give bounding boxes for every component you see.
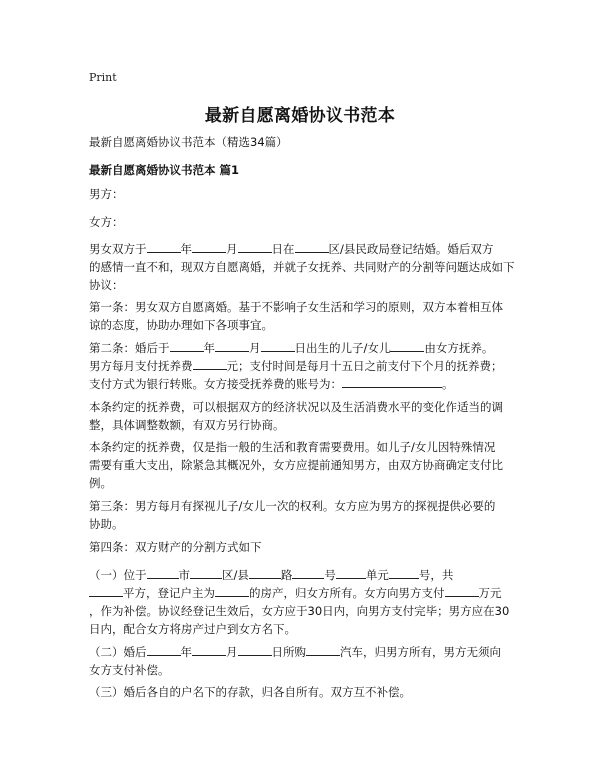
blank-field (306, 643, 340, 656)
paragraph-line: 协助。 (89, 517, 124, 531)
blank-field (190, 566, 222, 579)
paragraph-line: 女方支付补偿。 (89, 663, 170, 677)
paragraph-line: 本条约定的抚养费，可以根据双方的经济状况以及生活消费水平的变化作适当的调 (89, 400, 503, 414)
blank-field (249, 566, 281, 579)
blank-field (389, 566, 419, 579)
document-title: 最新自愿离婚协议书范本 (204, 106, 396, 126)
paragraph-line: 谅的态度，协助办理如下各项事宜。 (89, 318, 273, 332)
blank-field (89, 584, 123, 597)
blank-field (238, 643, 272, 656)
wife-line: 女方： (89, 215, 124, 229)
paragraph-line: 协议： (89, 278, 124, 292)
print-link[interactable]: Print (89, 71, 117, 84)
blank-field (342, 375, 442, 388)
paragraph-line: （三）婚后各自的户名下的存款，归各自所有。双方互不补偿。 (89, 685, 411, 699)
paragraph-line: 第四条：双方财产的分割方式如下 (89, 540, 262, 554)
paragraph-line: 需要有重大支出，除紧急其概况外，女方应提前通知男方，由双方协商确定支付比 (89, 458, 503, 472)
blank-field (295, 240, 329, 253)
paragraph-line: （二）婚后 年 月 日所购 汽车，归男方所有，男方无须向 (89, 645, 501, 659)
paragraph-line: 本条约定的抚养费，仅是指一般的生活和教育需要费用。如儿子/女儿因特殊情况 (89, 440, 496, 454)
paragraph-line: （一）位于 市 区/县 路 号 单元 号，共 (89, 568, 454, 582)
paragraph-line: 男方每月支付抚养费 元；支付时间是每月十五日之前支付下个月的抚养费； (89, 359, 503, 373)
paragraph-line: 日内，配合女方将房产过户到女方名下。 (89, 622, 296, 636)
blank-field (147, 566, 179, 579)
paragraph-line: ，作为补偿。协议经登记生效后，女方应于30日内，向男方支付完毕；男方应在30 (89, 604, 510, 618)
paragraph-line: 例。 (89, 476, 112, 490)
blank-field (193, 357, 227, 370)
blank-field (192, 240, 226, 253)
blank-field (147, 240, 181, 253)
paragraph-line: 整，具体调整数额，有双方另行协商。 (89, 418, 285, 432)
paragraph-line: 第二条：婚后于 年 月 日出生的儿子/女儿 由女方抚养。 (89, 341, 494, 355)
paragraph-line: 男女双方于 年 月 日在 区/县民政局登记结婚。婚后双方 (89, 242, 494, 256)
paragraph-line: 第一条：男女双方自愿离婚。基于不影响子女生活和学习的原则，双方本着相互体 (89, 300, 503, 314)
blank-field (261, 339, 295, 352)
blank-field (445, 584, 479, 597)
husband-line: 男方： (89, 187, 124, 201)
paragraph-line: 平方，登记户主为 的房产，归女方所有。女方向男方支付 万元 (89, 584, 521, 602)
blank-field (390, 339, 424, 352)
document-subtitle: 最新自愿离婚协议书范本（精选34篇） (89, 135, 288, 149)
paragraph-line: 支付方式为银行转账。女方接受抚养费的账号为： 。 (89, 377, 454, 391)
blank-field (336, 566, 366, 579)
paragraph-line: 第三条：男方每月有探视儿子/女儿一次的权利。女方应为男方的探视提供必要的 (89, 499, 496, 513)
blank-field (147, 643, 181, 656)
blank-field (192, 643, 226, 656)
blank-field (238, 240, 272, 253)
blank-field (215, 584, 249, 597)
blank-field (215, 339, 249, 352)
paragraph-line: 的感情一直不和，现双方自愿离婚，并就子女抚养、共同财产的分割等问题达成如下 (89, 260, 515, 274)
blank-field (292, 566, 324, 579)
section-heading: 最新自愿离婚协议书范本 篇1 (89, 163, 240, 177)
blank-field (170, 339, 204, 352)
